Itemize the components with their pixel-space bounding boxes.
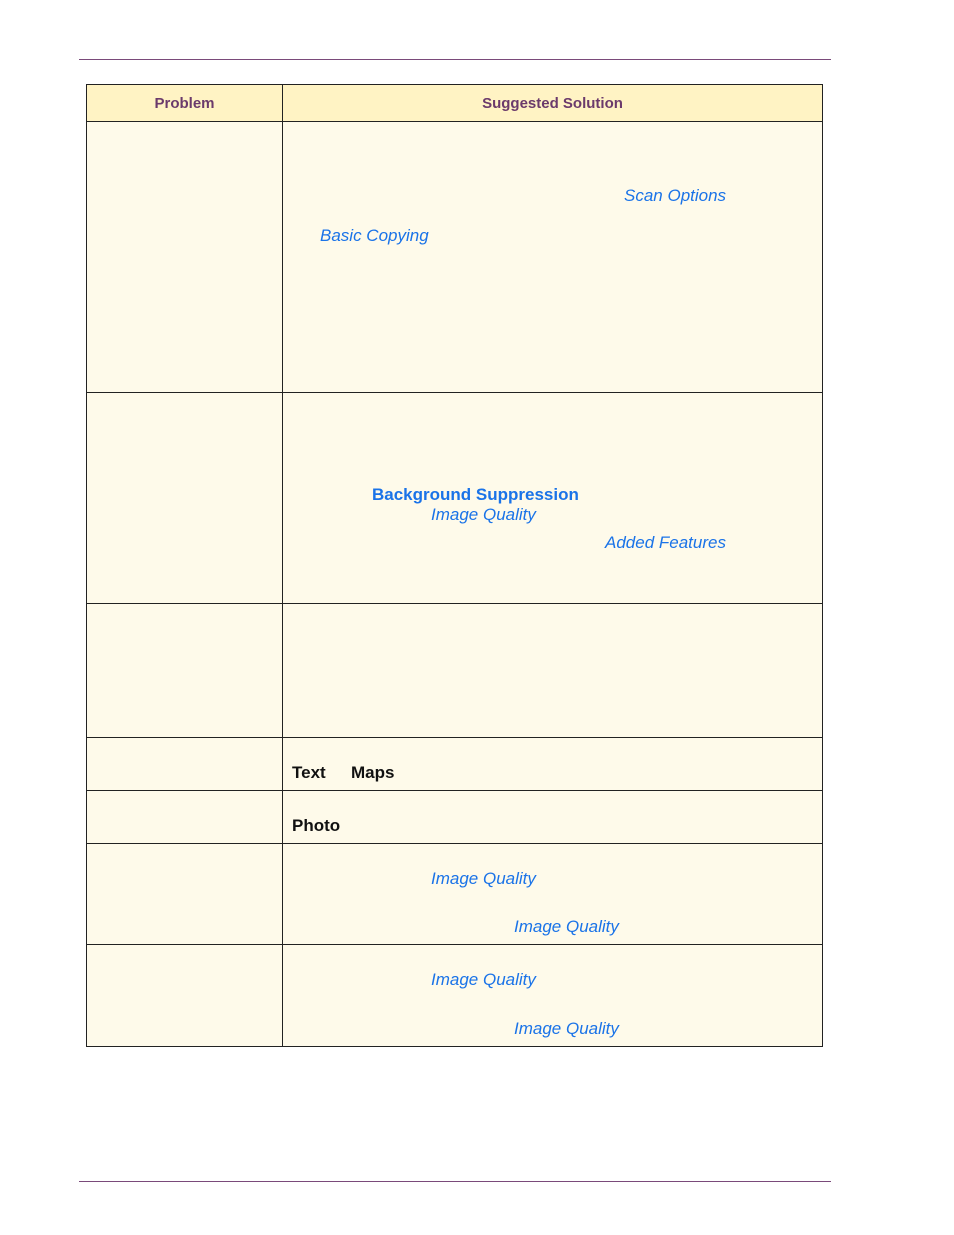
problem-column-header: Problem <box>87 85 283 122</box>
problem-cell <box>87 844 283 945</box>
solution-cell <box>283 791 823 844</box>
table-row <box>87 945 823 1047</box>
problem-cell <box>87 945 283 1047</box>
header-rule <box>79 59 831 60</box>
image-quality-link[interactable]: Image Quality <box>431 869 536 888</box>
footer-rule <box>79 1181 831 1182</box>
added-features-link[interactable]: Added Features <box>605 533 726 552</box>
solution-cell <box>283 945 823 1047</box>
solution-cell <box>283 393 823 604</box>
basic-copying-link[interactable]: Basic Copying <box>320 226 429 245</box>
image-quality-link[interactable]: Image Quality <box>514 1019 619 1038</box>
solution-cell <box>283 844 823 945</box>
text-option-label: Text <box>292 763 326 782</box>
table-row <box>87 844 823 945</box>
solution-column-header: Suggested Solution <box>283 85 823 122</box>
solution-cell <box>283 604 823 738</box>
table-row <box>87 604 823 738</box>
image-quality-link[interactable]: Image Quality <box>514 917 619 936</box>
troubleshooting-table <box>86 84 823 1047</box>
maps-option-label: Maps <box>351 763 395 782</box>
solution-cell <box>283 738 823 791</box>
problem-cell <box>87 393 283 604</box>
photo-option-label: Photo <box>292 816 341 835</box>
problem-cell <box>87 604 283 738</box>
background-suppression-link[interactable]: Background Suppression <box>372 485 579 504</box>
solution-cell <box>283 122 823 393</box>
problem-cell <box>87 122 283 393</box>
table-row <box>87 738 823 791</box>
table-row <box>87 791 823 844</box>
image-quality-link[interactable]: Image Quality <box>431 505 536 524</box>
problem-cell <box>87 738 283 791</box>
table-row <box>87 122 823 393</box>
table-row <box>87 393 823 604</box>
image-quality-link[interactable]: Image Quality <box>431 970 536 989</box>
problem-cell <box>87 791 283 844</box>
scan-options-link[interactable]: Scan Options <box>624 186 727 205</box>
table-header-row <box>87 85 823 122</box>
